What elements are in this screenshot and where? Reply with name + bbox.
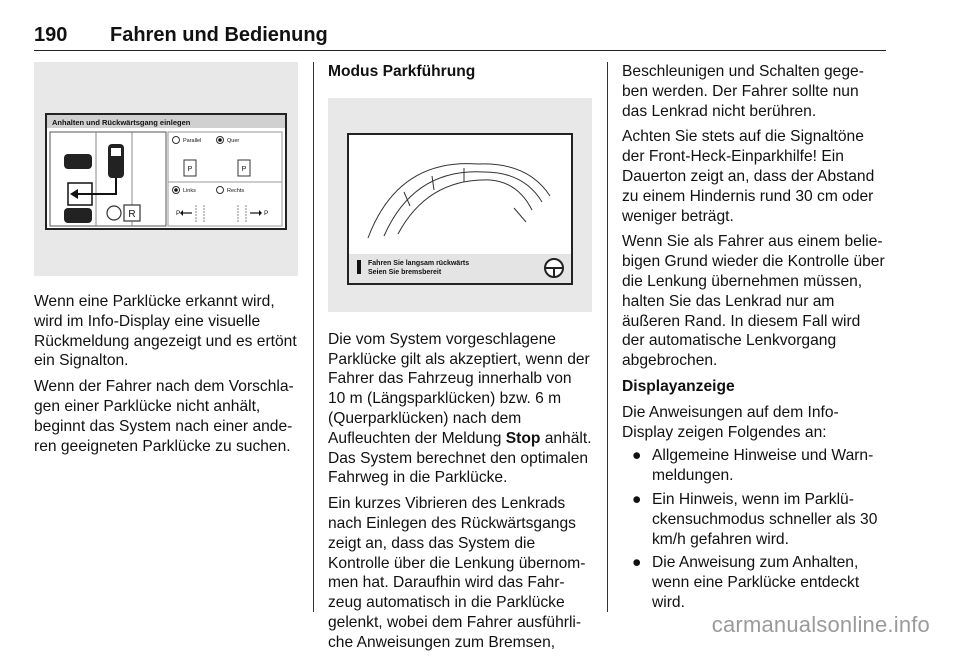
paragraph: Ein kurzes Vibrieren des Lenkrads nach Einlegen des Rückwärtsgangs zeigt an, dass das System die Kontrolle über die Lenkung übernom-men hat. Daraufhin wird das Fahr-zeug automatisch in die Parklücke gelenkt, wobei dem Fahrer ausführli-che Anweisungen zum Bremsen, [328,495,586,651]
paragraph: Beschleunigen und Schalten gege-ben werden. Der Fahrer sollte nun das Lenkrad nicht berühren. [622,63,864,120]
svg-text:P: P [187,166,193,173]
paragraph: Wenn der Fahrer nach dem Vorschla-gen einer Parklücke nicht anhält, beginnt das System nach einer ande-ren geeigneten Parklücke zu suchen. [34,378,294,455]
bullet-icon: ● [632,447,642,465]
svg-text:P: P [241,166,247,173]
list-item: ● Die Anweisung zum Anhalten, wenn eine Parklücke entdeckt wird. [632,554,860,611]
svg-text:Parallel: Parallel [183,138,202,144]
column-right [622,62,886,617]
svg-text:Quer: Quer [227,138,240,144]
page-header [34,20,886,51]
svg-text:P: P [264,210,269,217]
bullet-list [622,446,886,612]
gear-letter: R [128,209,136,220]
svg-text:Rechts: Rechts [227,188,245,194]
paragraph: Wenn Sie als Fahrer aus einem belie-bigen Grund wieder die Kontrolle über die Lenkung übernehmen müssen, halten Sie das Lenkrad nur am äußeren Rand. In diesem Fall wird der automatische Lenkvorgang abgebrochen. [622,233,885,370]
paragraph: Achten Sie stets auf die Signaltöne der Front-Heck-Einparkhilfe! Ein Dauerton zeigt an, dass der Abstand zu einem Hindernis rund 30 cm oder weniger beträgt. [622,128,875,225]
bullet-icon: ● [632,490,642,508]
paragraph: Die Anweisungen auf dem Info-Display zeigen Folgendes an: [622,403,839,441]
radio-rechts [217,187,224,194]
watermark: carmanualsonline.info [711,612,930,637]
steering-wheel-icon [107,206,121,220]
column-left [34,62,298,462]
stop-keyword: Stop [505,429,541,447]
bullet-icon: ● [632,554,642,572]
instruction-line-2: Seien Sie bremsbereit [368,268,442,276]
column-divider [607,62,608,612]
figure-parking-guidance [328,98,592,312]
radio-parallel [173,137,180,144]
parked-car-icon [64,208,92,223]
parked-car-icon [64,154,92,169]
paragraph: Wenn eine Parklücke erkannt wird, wird im Info-Display eine visuelle Rückmeldung angezeigt und es ertönt ein Signalton. [34,293,297,370]
display-title: Anhalten und Rückwärtsgang einlegen [52,118,191,127]
section-heading: Displayanzeige [622,377,735,395]
list-item: ● Ein Hinweis, wenn im Parklü-ckensuchmodus schneller als 30 km/h gefahren wird. [632,490,878,548]
list-item: ● Allgemeine Hinweise und Warn-meldungen. [632,447,874,485]
column-middle [328,62,592,659]
section-heading: Modus Parkführung [328,63,476,80]
svg-text:P: P [176,210,181,217]
parking-guidance-illustration [328,98,592,312]
column-divider [313,62,314,612]
paragraph: Die vom System vorgeschlagene Parklücke gilt als akzeptiert, wenn der Fahrer das Fahrzeug innerhalb von 10 m (Längsparklücken) bzw. 6 m (Querparklücken) nach dem Aufleuchten der Meldung Stop anhält. Das System berechnet den optimalen Fahrweg in die Parklücke. [328,330,592,487]
figure-parking-stop [34,62,298,276]
page-number: 190 [34,24,68,46]
instruction-line-1: Fahren Sie langsam rückwärts [368,259,470,267]
chapter-title: Fahren und Bedienung [110,24,328,46]
svg-text:Links: Links [183,188,196,194]
warning-mark-icon [357,260,361,274]
parking-stop-illustration [34,62,298,276]
